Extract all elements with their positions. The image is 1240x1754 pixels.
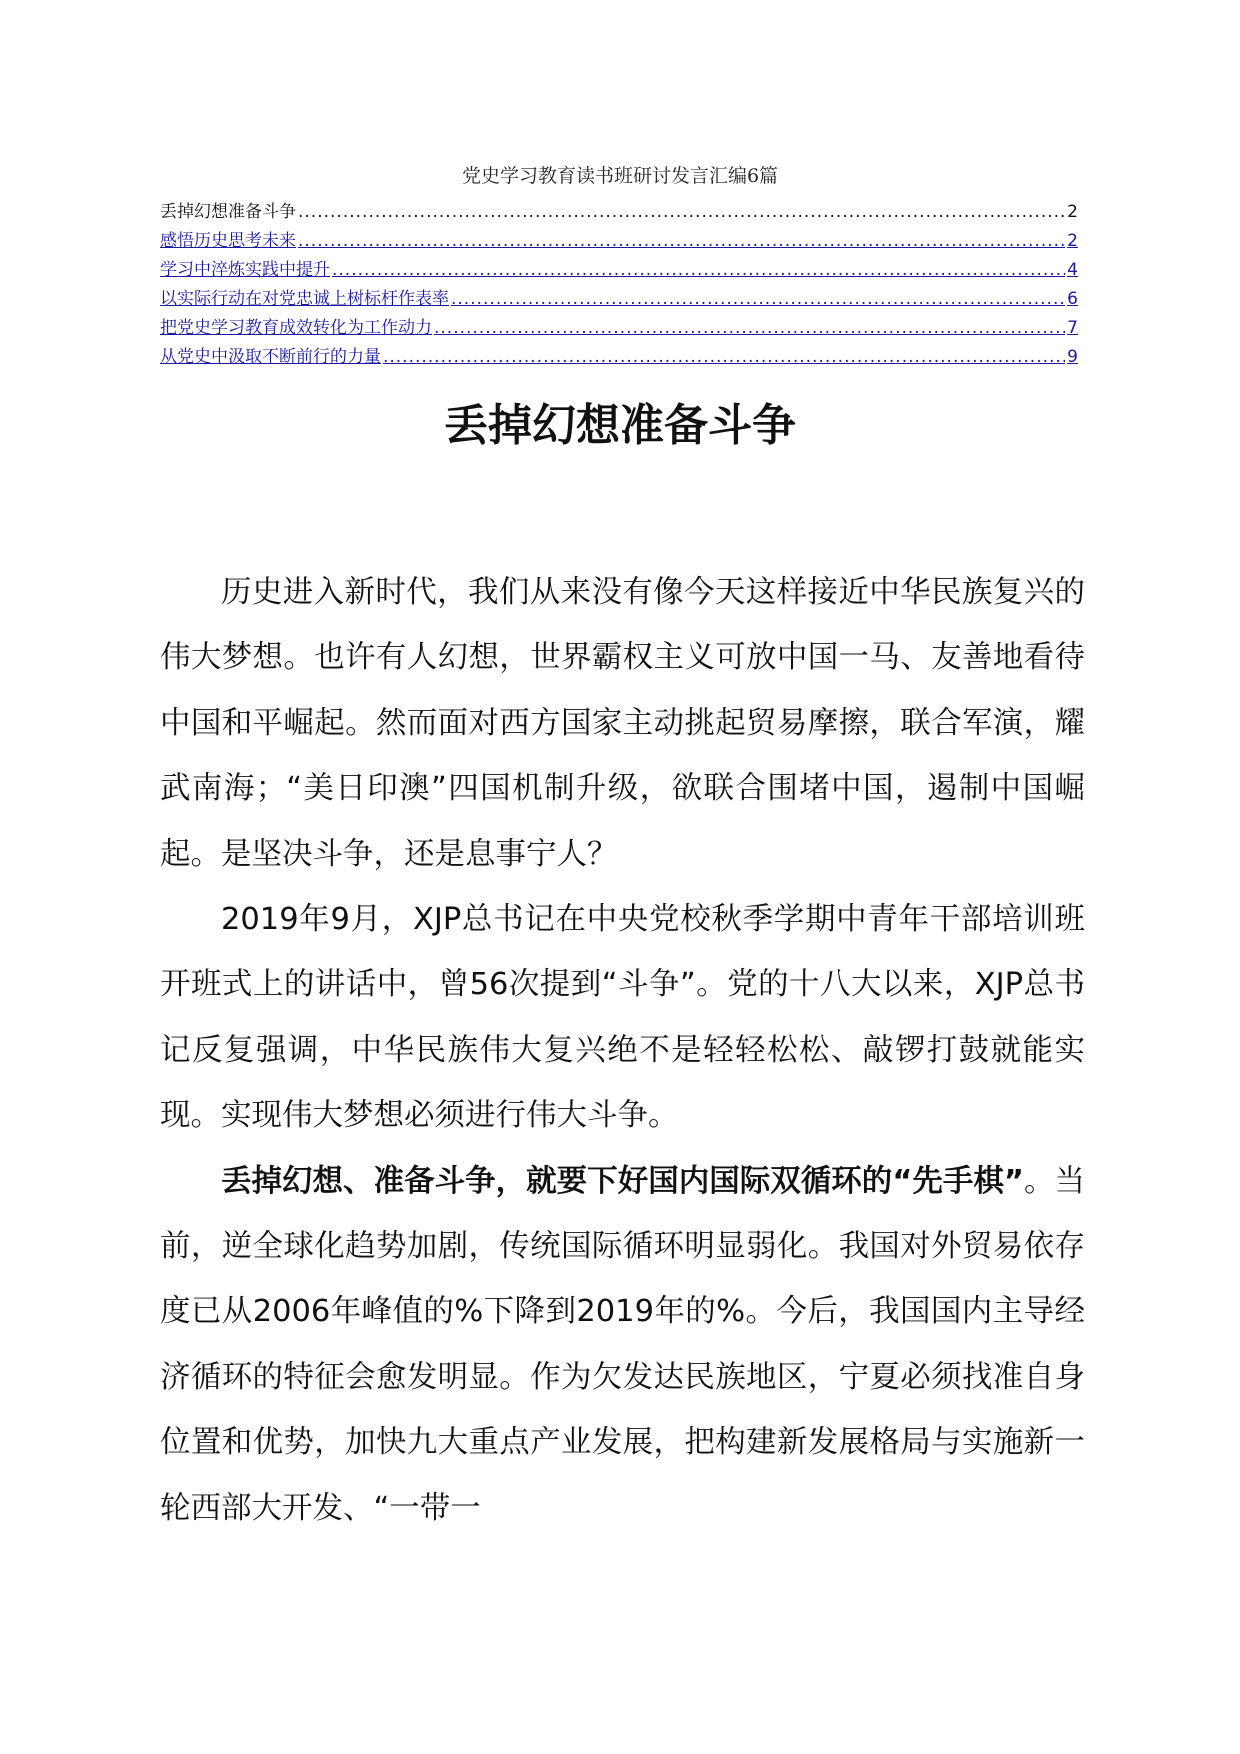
- toc-entry-page: 7: [1067, 318, 1078, 338]
- toc-entry-page: 4: [1067, 260, 1078, 280]
- toc-leader-dots: [298, 198, 1065, 227]
- paragraph-lead-bold: 丢掉幻想、准备斗争，就要下好国内国际双循环的“先手棋”: [221, 1163, 1024, 1199]
- toc-entry[interactable]: [160, 227, 1078, 256]
- paragraph-text: 2019年9月，XJP总书记在中央党校秋季学期中青年干部培训班开班式上的讲话中，曾56次提到“斗争”。党的十八大以来，XJP总书记反复强调，中华民族伟大复兴绝不是轻轻松松、敲锣打鼓就能实现。实现伟大梦想必须进行伟大斗争。: [160, 902, 1085, 1134]
- body-paragraph: [160, 1149, 1085, 1541]
- toc-entry[interactable]: [160, 285, 1078, 314]
- toc-leader-dots: [298, 227, 1065, 256]
- toc-entry[interactable]: [160, 256, 1078, 285]
- toc-entry-page: 2: [1067, 231, 1078, 251]
- toc-entry[interactable]: [160, 343, 1078, 372]
- toc-entry[interactable]: [160, 314, 1078, 343]
- body-paragraph: [160, 560, 1085, 887]
- toc-entry-page: 9: [1067, 347, 1078, 367]
- section-body: [160, 560, 1085, 1541]
- toc-entry-page: 2: [1067, 202, 1078, 222]
- toc-entry-page: 6: [1067, 289, 1078, 309]
- toc-entry[interactable]: [160, 198, 1078, 227]
- toc-entry-label: 以实际行动在对党忠诚上树标杆作表率: [160, 289, 449, 309]
- toc-leader-dots: [451, 285, 1065, 314]
- paragraph-text: 历史进入新时代，我们从来没有像今天这样接近中华民族复兴的伟大梦想。也许有人幻想，世界霸权主义可放中国一马、友善地看待中国和平崛起。然而面对西方国家主动挑起贸易摩擦，联合军演，耀武南海；“美日印澳”四国机制升级，欲联合围堵中国，遏制中国崛起。是坚决斗争，还是息事宁人？: [160, 575, 1085, 872]
- section-heading: 丢掉幻想准备斗争: [444, 400, 796, 451]
- toc-leader-dots: [332, 256, 1065, 285]
- toc-entry-label: 学习中淬炼实践中提升: [160, 260, 330, 280]
- toc-leader-dots: [434, 314, 1065, 343]
- table-of-contents: [160, 198, 1078, 372]
- document-title: 党史学习教育读书班研讨发言汇编6篇: [461, 165, 779, 187]
- toc-entry-label: 把党史学习教育成效转化为工作动力: [160, 318, 432, 338]
- toc-entry-label: 丢掉幻想准备斗争: [160, 202, 296, 222]
- paragraph-text: 。当前，逆全球化趋势加剧，传统国际循环明显弱化。我国对外贸易依存度已从2006年峰值的%下降到2019年的%。今后，我国国内主导经济循环的特征会愈发明显。作为欠发达民族地区，宁夏必须找准自身位置和优势，加快九大重点产业发展，把构建新发展格局与实施新一轮西部大开发、“一带一: [160, 1163, 1085, 1526]
- toc-entry-label: 从党史中汲取不断前行的力量: [160, 347, 381, 367]
- toc-entry-label: 感悟历史思考未来: [160, 231, 296, 251]
- body-paragraph: [160, 887, 1085, 1149]
- toc-leader-dots: [383, 343, 1065, 372]
